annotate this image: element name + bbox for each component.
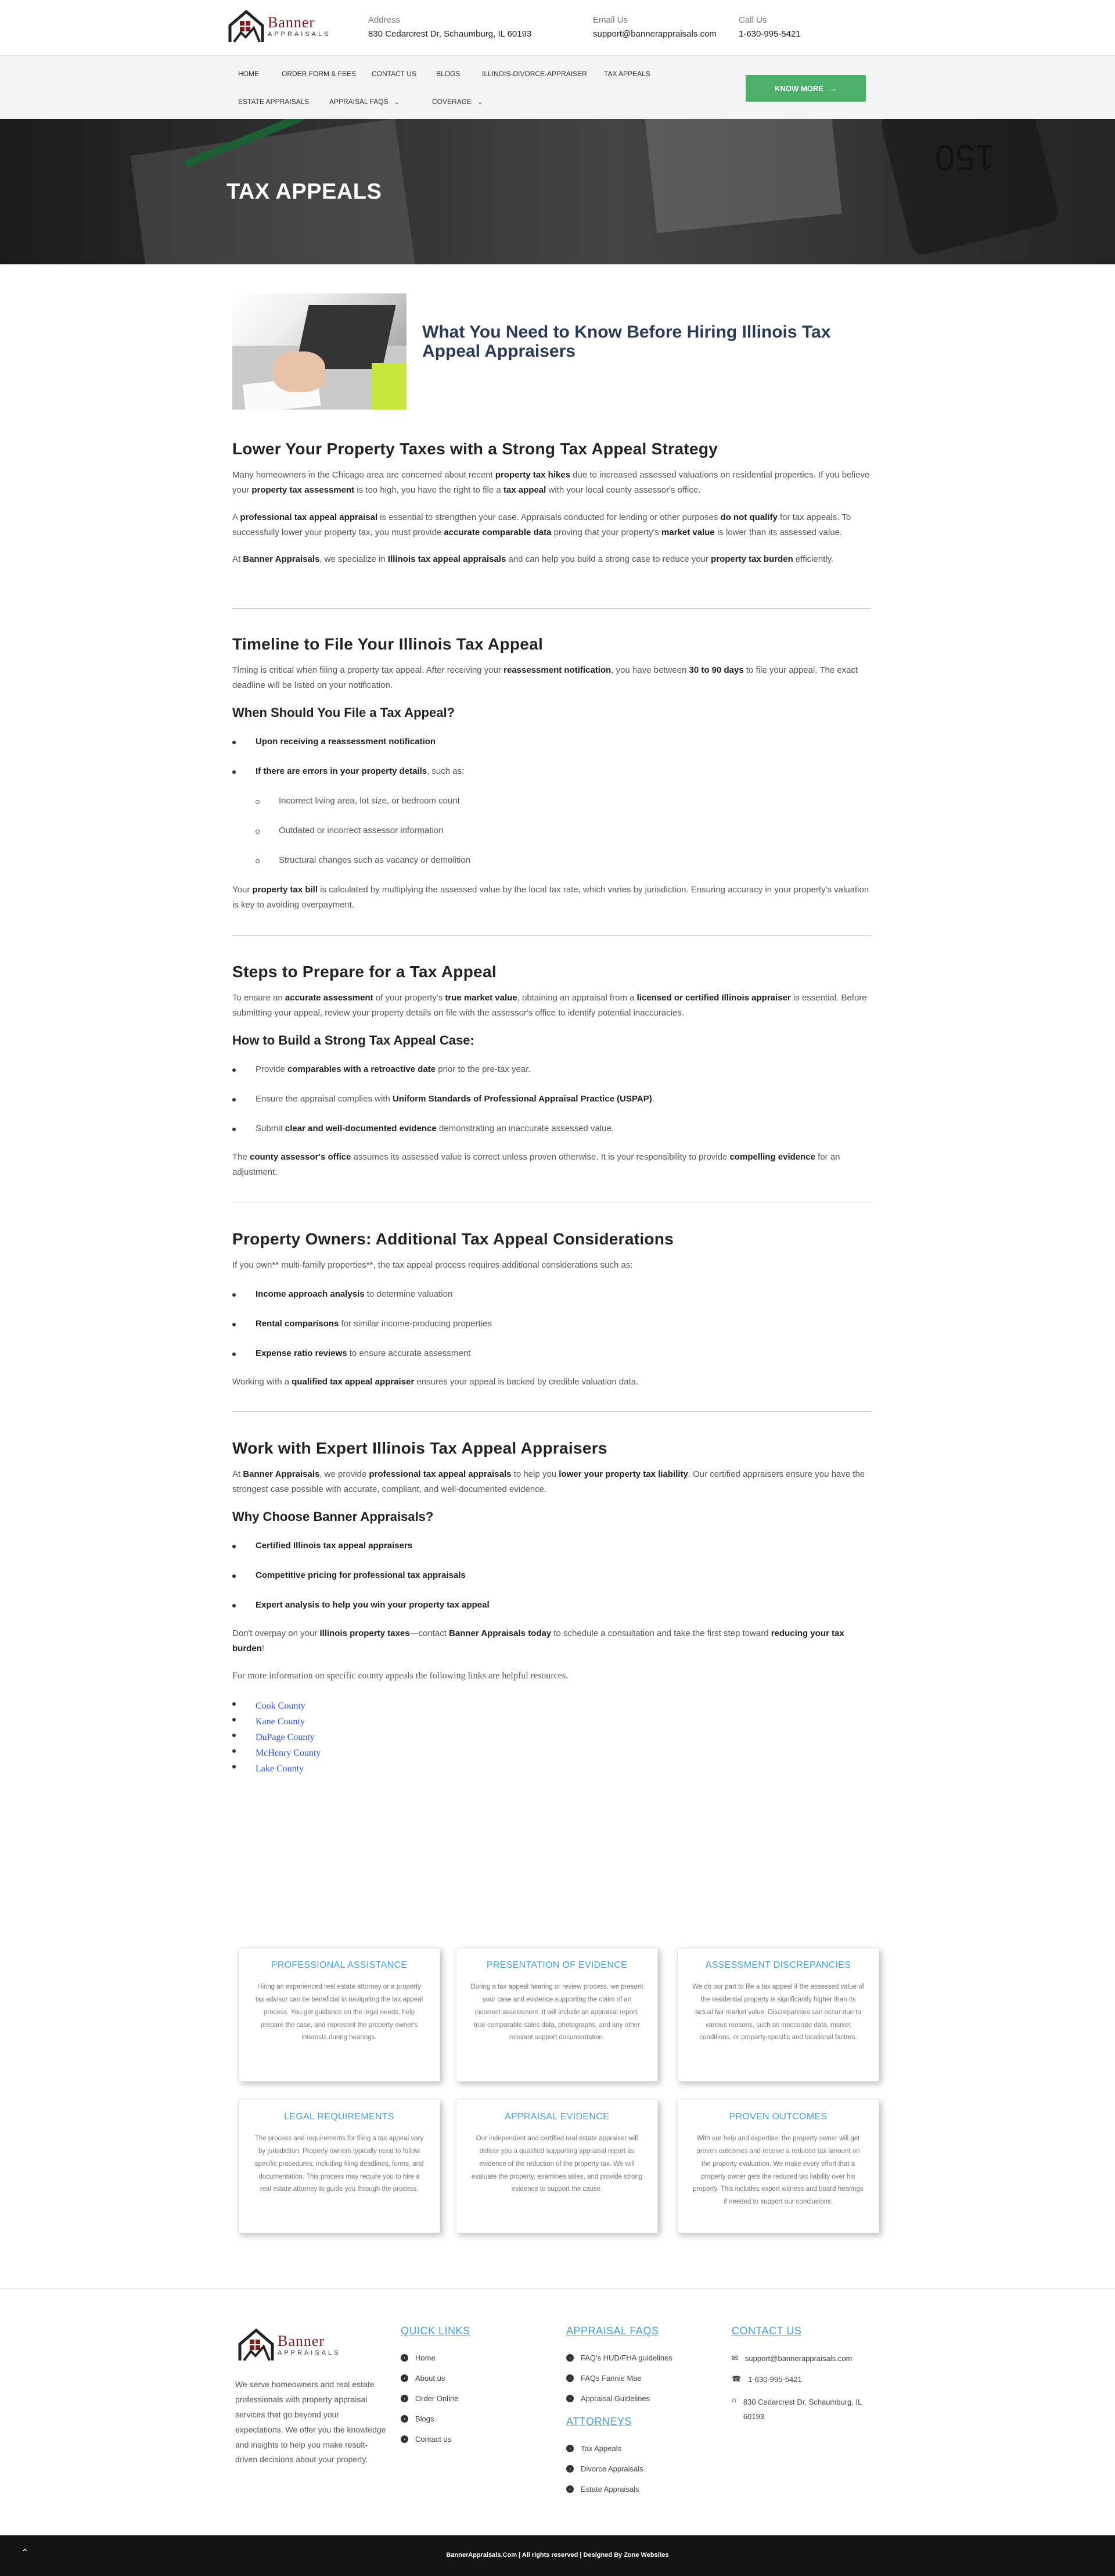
arrow-right-icon: → <box>829 84 837 93</box>
paragraph: The county assessor's office assumes its assessed value is correct unless proven otherwise. It is your responsibility to provide compelling evidence for an adjustment. <box>232 1151 840 1177</box>
county-links <box>232 1698 871 1777</box>
chevron-right-icon: › <box>401 2354 408 2362</box>
card-legal-requirements <box>238 2100 440 2233</box>
nav-coverage-label: COVERAGE <box>432 98 472 106</box>
paragraph: Many homeowners in the Chicago area are concerned about recent property tax hikes due to increased assessed valuations on residential properties. If you believe your property tax assessment is too high, you have the right to file a tax appeal with your local county assessor's office. <box>232 470 870 496</box>
card-text: We do our part to file a tax appeal if the assessed value of the residential property is significantly higher than its actual fair market value. Discrepancies can occur due to various reasons, such as inaccurate data, market conditions, or property-specific and locational factors. <box>692 1983 864 2042</box>
top-bar <box>0 0 1115 55</box>
phone-icon: ☎ <box>732 2374 742 2383</box>
email-label: Email Us <box>593 15 628 25</box>
chevron-right-icon: › <box>401 2374 408 2382</box>
nav-divorce-appraiser[interactable] <box>482 70 587 78</box>
card-title: PROFESSIONAL ASSISTANCE <box>271 1960 408 1970</box>
card-text: The process and requirements for filing a tax appeal vary by jurisdiction. Property owners typically need to follow specific procedures, including filing deadlines, forms, and documentation. This process may require you to hire a real estate attorney to guide you through the process. <box>254 2135 424 2193</box>
logo-name: Banner <box>278 2332 325 2349</box>
section-heading: Timeline to File Your Illinois Tax Appeal <box>232 635 544 653</box>
know-more-button[interactable] <box>746 75 866 102</box>
subheading: Why Choose Banner Appraisals? <box>232 1509 434 1524</box>
chevron-right-icon: › <box>566 2374 574 2382</box>
list-item: Certified Illinois tax appeal appraisers <box>232 1541 871 1551</box>
footer-link-label: Divorce Appraisals <box>581 2464 643 2473</box>
nav-blogs[interactable] <box>436 70 460 78</box>
footer-link-label: Order Online <box>415 2394 459 2403</box>
bottom-bar <box>0 2535 1115 2576</box>
main-nav <box>0 55 1115 119</box>
footer-email-value: support@bannerappraisals.com <box>744 2353 853 2363</box>
nav-tax-appeals[interactable] <box>604 70 650 78</box>
divider <box>232 608 871 609</box>
footer-link-label: Blogs <box>415 2414 434 2423</box>
hero-banner <box>0 119 1115 264</box>
footer-link-label: About us <box>415 2374 445 2383</box>
card-proven-outcomes <box>677 2100 879 2233</box>
nav-estate-appraisals[interactable] <box>238 98 309 106</box>
paragraph: For more information on specific county appeals the following links are helpful resources. <box>232 1671 569 1681</box>
list-item: Income approach analysis to determine valuation <box>232 1289 871 1299</box>
list-item: Submit clear and well-documented evidence demonstrating an inaccurate assessed value. <box>232 1124 871 1133</box>
footer-logo[interactable] <box>238 2327 340 2363</box>
paragraph: Working with a qualified tax appeal appraiser ensures your appeal is backed by credible valuation data. <box>232 1377 639 1387</box>
paragraph: Your property tax bill is calculated by multiplying the assessed value by the local tax rate, which varies by jurisdiction. Ensuring accuracy in your property's valuation is key to avoiding overpayment. <box>232 884 869 910</box>
nested-list <box>232 796 871 865</box>
section-additional <box>232 1230 871 1390</box>
chevron-right-icon: › <box>401 2395 408 2402</box>
card-title: LEGAL REQUIREMENTS <box>284 2112 394 2122</box>
footer-link-label: Appraisal Guidelines <box>581 2394 650 2403</box>
list-item: Provide comparables with a retroactive date prior to the pre-tax year. <box>232 1064 871 1074</box>
email-info <box>593 15 717 39</box>
footer-link-hud[interactable] <box>566 2353 672 2362</box>
image-folder <box>372 363 407 410</box>
nav-divorce-label: ILLINOIS-DIVORCE-APPRAISER <box>482 70 587 78</box>
intro-image <box>232 293 407 410</box>
county-link-cook[interactable]: Cook County <box>232 1698 871 1714</box>
footer-link-tax-appeals[interactable] <box>566 2444 672 2453</box>
nav-home[interactable] <box>238 70 259 78</box>
list-item: Rental comparisons for similar income-producing properties <box>232 1319 871 1329</box>
footer-phone-value: 1-630-995-5421 <box>748 2374 802 2384</box>
footer-quick-links <box>401 2325 470 2444</box>
envelope-icon: ✉ <box>732 2353 738 2362</box>
footer-contact <box>732 2325 877 2424</box>
calculator-display: 150 <box>935 137 995 177</box>
footer-link-home[interactable] <box>401 2353 470 2362</box>
bullet-list <box>232 1541 871 1610</box>
list-item: Competitive pricing for professional tax appraisals <box>232 1570 871 1580</box>
card-text: During a tax appeal hearing or review process, we present your case and evidence supporting the claim of an incorrect assessment. It will include an appraisal report, true comparable sales data, photographs, and any other relevant support documentation. <box>470 1983 643 2042</box>
card-assessment-discrepancies <box>677 1948 879 2082</box>
image-hand <box>273 351 325 392</box>
card-text: With our help and expertise, the property owner will get proven outcomes and receive a reduced tax amount on the property evaluation. We make every effort that a property owner gets the reduced tax liability over his property. This includes expert witness and board hearings if needed to support our conclusions. <box>693 2135 864 2206</box>
footer-link-label: Contact us <box>415 2435 452 2444</box>
chevron-right-icon: › <box>566 2465 574 2473</box>
know-more-label: KNOW MORE <box>775 84 823 93</box>
county-link-mchenry[interactable]: McHenry County <box>232 1745 871 1761</box>
list-item: Upon receiving a reassessment notification <box>232 737 871 747</box>
nav-order-form-label: ORDER FORM & FEES <box>282 70 357 78</box>
chevron-right-icon: › <box>566 2445 574 2452</box>
footer-email[interactable] <box>732 2353 877 2363</box>
nav-tax-label: TAX APPEALS <box>604 70 650 78</box>
footer-link-contact[interactable] <box>401 2435 470 2444</box>
section-timeline <box>232 635 871 913</box>
section-heading: Steps to Prepare for a Tax Appeal <box>232 963 497 981</box>
section-heading: Work with Expert Illinois Tax Appeal Appraisers <box>232 1439 607 1457</box>
bullet-list <box>232 737 871 776</box>
chevron-right-icon: › <box>566 2354 574 2362</box>
faqs-title: APPRAISAL FAQS <box>566 2325 659 2337</box>
address-label: Address <box>368 15 401 25</box>
section-heading: Property Owners: Additional Tax Appeal Considerations <box>232 1230 674 1248</box>
nav-blogs-label: BLOGS <box>436 70 461 78</box>
paragraph: Timing is critical when filing a property tax appeal. After receiving your reassessment notification, you have between 30 to 90 days to file your appeal. The exact deadline will be listed on your notification. <box>232 665 858 691</box>
email-value[interactable]: support@bannerappraisals.com <box>593 29 717 39</box>
footer-link-blogs[interactable] <box>401 2414 470 2423</box>
logo-name: Banner <box>268 13 315 31</box>
list-item: Ensure the appraisal complies with Uniform Standards of Professional Appraisal Practice (USPAP). <box>232 1094 871 1104</box>
nav-contact-label: CONTACT US <box>372 70 416 78</box>
location-icon: ⌂ <box>732 2395 736 2404</box>
footer-link-label: FAQ's HUD/FHA guidelines <box>581 2353 672 2362</box>
nav-contact[interactable] <box>372 70 416 78</box>
county-link-dupage[interactable]: DuPage County <box>232 1730 871 1745</box>
card-title: APPRAISAL EVIDENCE <box>505 2112 609 2122</box>
nav-order-form[interactable] <box>282 70 356 78</box>
call-info <box>739 15 801 39</box>
list-item: Expert analysis to help you win your property tax appeal <box>232 1600 871 1610</box>
list-item: If there are errors in your property details, such as: <box>232 766 871 776</box>
subheading: When Should You File a Tax Appeal? <box>232 705 455 720</box>
copyright: BannerAppraisals.Com | All rights reserved | Designed By Zone Websites <box>446 2552 669 2559</box>
footer-link-label: FAQs Fannie Mae <box>581 2374 642 2383</box>
chevron-right-icon: › <box>401 2435 408 2443</box>
divider <box>232 935 871 936</box>
paragraph: If you own** multi-family properties**, the tax appeal process requires additional considerations such as: <box>232 1260 633 1270</box>
nav-appraisal-faqs[interactable] <box>329 98 400 106</box>
scroll-top-icon[interactable]: ⌃ <box>21 2548 29 2558</box>
paragraph: At Banner Appraisals, we provide professional tax appeal appraisals to help you lower your property tax liability. Our certified appraisers ensure you have the strongest case possible with accurate, compliant, and well-documented evidence. <box>232 1469 865 1495</box>
address-info <box>368 15 531 39</box>
footer-link-order[interactable] <box>401 2394 470 2403</box>
chevron-down-icon: ⌄ <box>477 98 483 106</box>
address-value: 830 Cedarcrest Dr, Schaumburg, IL 60193 <box>368 29 532 39</box>
footer-address-value: 830 Cedarcrest Dr, Schaumburg, IL 60193 <box>743 2398 862 2421</box>
card-text: Hiring an experienced real estate attorney or a property tax advisor can be beneficial in navigating the tax appeal process. You get guidance on the legal needs, help prepare the case, and represent the property owner's interests during hearings. <box>255 1983 423 2042</box>
county-link-kane[interactable]: Kane County <box>232 1714 871 1730</box>
card-professional-assistance <box>238 1948 440 2082</box>
call-label: Call Us <box>739 15 767 25</box>
list-item: Expense ratio reviews to ensure accurate assessment <box>232 1348 871 1358</box>
page-title: TAX APPEALS <box>226 180 382 204</box>
nav-coverage[interactable] <box>432 98 483 106</box>
attorneys-title: ATTORNEYS <box>566 2416 632 2427</box>
logo-tagline: APPRAISALS <box>278 2349 341 2356</box>
footer-link-fannie[interactable] <box>566 2374 672 2383</box>
quick-links-title: QUICK LINKS <box>401 2325 470 2337</box>
footer-link-estate[interactable] <box>566 2485 672 2494</box>
subheading: How to Build a Strong Tax Appeal Case: <box>232 1032 474 1047</box>
site-logo[interactable] <box>228 8 330 44</box>
footer-phone[interactable] <box>732 2374 877 2384</box>
divider <box>232 1411 871 1412</box>
card-title: PRESENTATION OF EVIDENCE <box>486 1960 628 1970</box>
intro-heading: What You Need to Know Before Hiring Illinois Tax Appeal Appraisers <box>422 322 831 361</box>
card-text: Our independent and certified real estate appraiser will deliver you a qualified supporting appraisal report as evidence of the reduction of the property tax. We will evaluate the property, examines sales, and provide strong evidence to support the cause. <box>471 2135 643 2193</box>
bullet-list <box>232 1064 871 1133</box>
chevron-right-icon: › <box>401 2415 408 2423</box>
paragraph: Don't overpay on your Illinois property taxes—contact Banner Appraisals today to schedule a consultation and take the first step toward reducing your tax burden! <box>232 1628 844 1653</box>
list-item: Structural changes such as vacancy or demolition <box>256 855 871 865</box>
section-experts <box>232 1439 871 1777</box>
footer <box>0 2288 1115 2535</box>
card-title: ASSESSMENT DISCREPANCIES <box>705 1960 851 1970</box>
nav-faqs-label: APPRAISAL FAQS <box>329 98 389 106</box>
footer-link-label: Tax Appeals <box>581 2444 622 2453</box>
footer-link-label: Estate Appraisals <box>581 2485 639 2494</box>
footer-about: We serve homeowners and real estate professionals with property appraisal services that go beyond your expectations. We offer you the knowledge and insights to help you make result-driven decisions about your property. <box>235 2380 386 2464</box>
footer-link-label: Home <box>415 2353 436 2362</box>
paragraph: To ensure an accurate assessment of your property's true market value, obtaining an appraisal from a licensed or certified Illinois appraiser is essential. Before submitting your appeal, review your property details on file with the assessor's office to identify potential inaccuracies. <box>232 993 867 1018</box>
card-title: PROVEN OUTCOMES <box>729 2112 828 2122</box>
footer-link-divorce[interactable] <box>566 2464 672 2473</box>
list-item: Outdated or incorrect assessor information <box>256 826 871 835</box>
paragraph: A professional tax appeal appraisal is essential to strengthen your case. Appraisals conducted for lending or other purposes do not qualify for tax appeals. To successfully lower your property tax, you must provide accurate comparable data proving that your property's market value is lower than its assessed value. <box>232 512 851 537</box>
footer-address <box>732 2395 877 2424</box>
call-value[interactable]: 1-630-995-5421 <box>739 29 801 39</box>
county-link-lake[interactable]: Lake County <box>232 1761 871 1777</box>
house-logo-icon <box>228 8 264 44</box>
contact-title: CONTACT US <box>732 2325 802 2337</box>
section-lower-taxes <box>232 440 871 567</box>
chevron-down-icon: ⌄ <box>394 98 400 106</box>
footer-link-guidelines[interactable] <box>566 2394 672 2403</box>
house-logo-icon <box>238 2327 274 2363</box>
footer-faqs <box>566 2325 672 2494</box>
paragraph: At Banner Appraisals, we specialize in Illinois tax appeal appraisals and can help you build a strong case to reduce your property tax burden efficiently. <box>232 554 834 564</box>
list-item: Incorrect living area, lot size, or bedroom count <box>256 796 871 806</box>
chevron-right-icon: › <box>566 2485 574 2493</box>
logo-tagline: APPRAISALS <box>268 30 331 38</box>
nav-home-label: HOME <box>238 70 259 78</box>
section-prepare <box>232 963 871 1180</box>
hero-overlay <box>0 119 1115 264</box>
card-appraisal-evidence <box>456 2100 658 2233</box>
bullet-list <box>232 1289 871 1358</box>
footer-link-about[interactable] <box>401 2374 470 2383</box>
section-heading: Lower Your Property Taxes with a Strong Tax Appeal Strategy <box>232 440 718 458</box>
nav-estate-label: ESTATE APPRAISALS <box>238 98 310 106</box>
chevron-right-icon: › <box>566 2395 574 2402</box>
card-presentation-of-evidence <box>456 1948 658 2082</box>
